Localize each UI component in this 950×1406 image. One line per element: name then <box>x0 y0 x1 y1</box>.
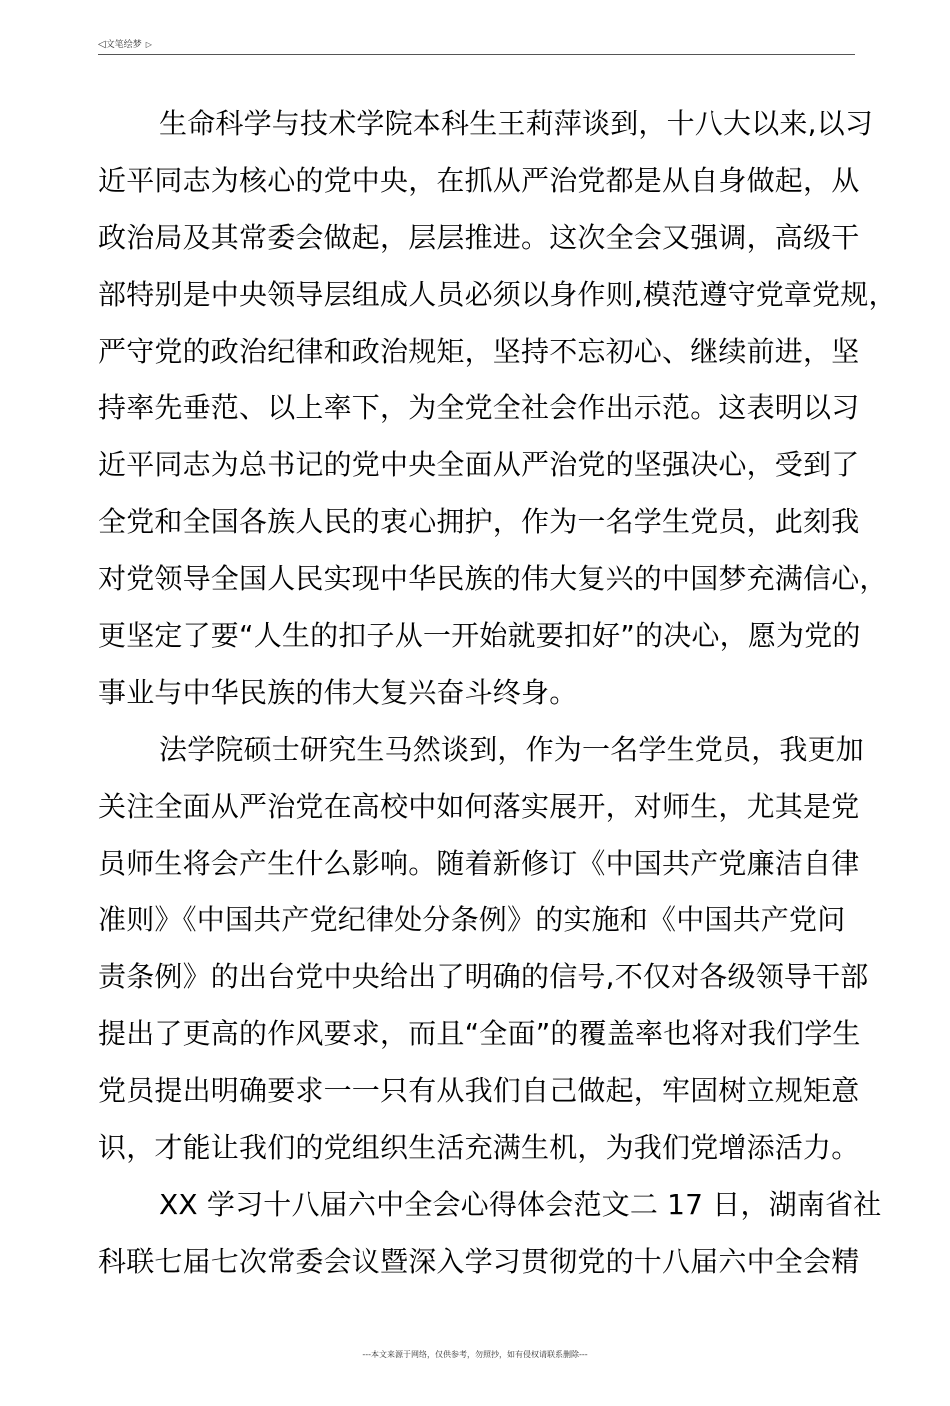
paragraph-1-line: 近平同志为总书记的党中央全面从严治党的坚强决心，受到了 <box>98 448 860 482</box>
paragraph-3-line: XX 学习十八届六中全会心得体会范文二 17 日，湖南省社 <box>159 1187 882 1221</box>
right-triangle-icon: ▷ <box>145 40 152 49</box>
paragraph-2-line: 关注全面从严治党在高校中如何落实展开，对师生，尤其是党 <box>98 789 860 823</box>
paragraph-1-line: 全党和全国各族人民的衷心拥护，作为一名学生党员，此刻我 <box>98 505 860 539</box>
paragraph-2-line: 责条例》的出台党中央给出了明确的信号,不仅对各级领导干部 <box>98 960 869 994</box>
paragraph-1-line: 严守党的政治纪律和政治规矩，坚持不忘初心、继续前进，坚 <box>98 334 860 368</box>
paragraph-2-line: 准则》《中国共产党纪律处分条例》的实施和《中国共产党问 <box>98 903 846 937</box>
header-text: 文笔绘梦 <box>105 40 142 50</box>
left-triangle-icon: ◁ <box>98 39 106 50</box>
paragraph-2-line: 识，才能让我们的党组织生活充满生机，为我们党增添活力。 <box>98 1131 860 1165</box>
page-header <box>98 38 855 55</box>
paragraph-1-line: 近平同志为核心的党中央，在抓从严治党都是从自身做起，从 <box>98 163 860 197</box>
paragraph-1-line: 政治局及其常委会做起，层层推进。这次全会又强调，高级干 <box>98 220 860 254</box>
paragraph-1-line: 部特别是中央领导层组成人员必须以身作则,模范遵守党章党规， <box>98 277 897 311</box>
paragraph-1-line: 生命科学与技术学院本科生王莉萍谈到，十八大以来,以习 <box>159 107 874 140</box>
paragraph-1-line: 对党领导全国人民实现中华民族的伟大复兴的中国梦充满信心， <box>98 562 888 596</box>
paragraph-2-line: 法学院硕士研究生马然谈到，作为一名学生党员，我更加 <box>159 732 865 766</box>
page-footer: ---本文来源于网络，仅供参考，勿照抄，如有侵权请联系删除--- <box>362 1350 588 1359</box>
paragraph-1-line: 事业与中华民族的伟大复兴奋斗终身。 <box>98 675 578 709</box>
paragraph-2-line: 党员提出明确要求一一只有从我们自己做起，牢固树立规矩意 <box>98 1074 860 1108</box>
paragraph-1-line: 更坚定了要“人生的扣子从一开始就要扣好”的决心，愿为党的 <box>98 619 861 653</box>
paragraph-2-line: 员师生将会产生什么影响。随着新修订《中国共产党廉洁自律 <box>98 846 860 880</box>
paragraph-1-line: 持率先垂范、以上率下，为全党全社会作出示范。这表明以习 <box>98 391 860 425</box>
paragraph-3-line: 科联七届七次常委会议暨深入学习贯彻党的十八届六中全会精 <box>98 1244 860 1278</box>
document-body <box>98 96 897 1291</box>
paragraph-2-line: 提出了更高的作风要求，而且“全面”的覆盖率也将对我们学生 <box>98 1017 861 1051</box>
